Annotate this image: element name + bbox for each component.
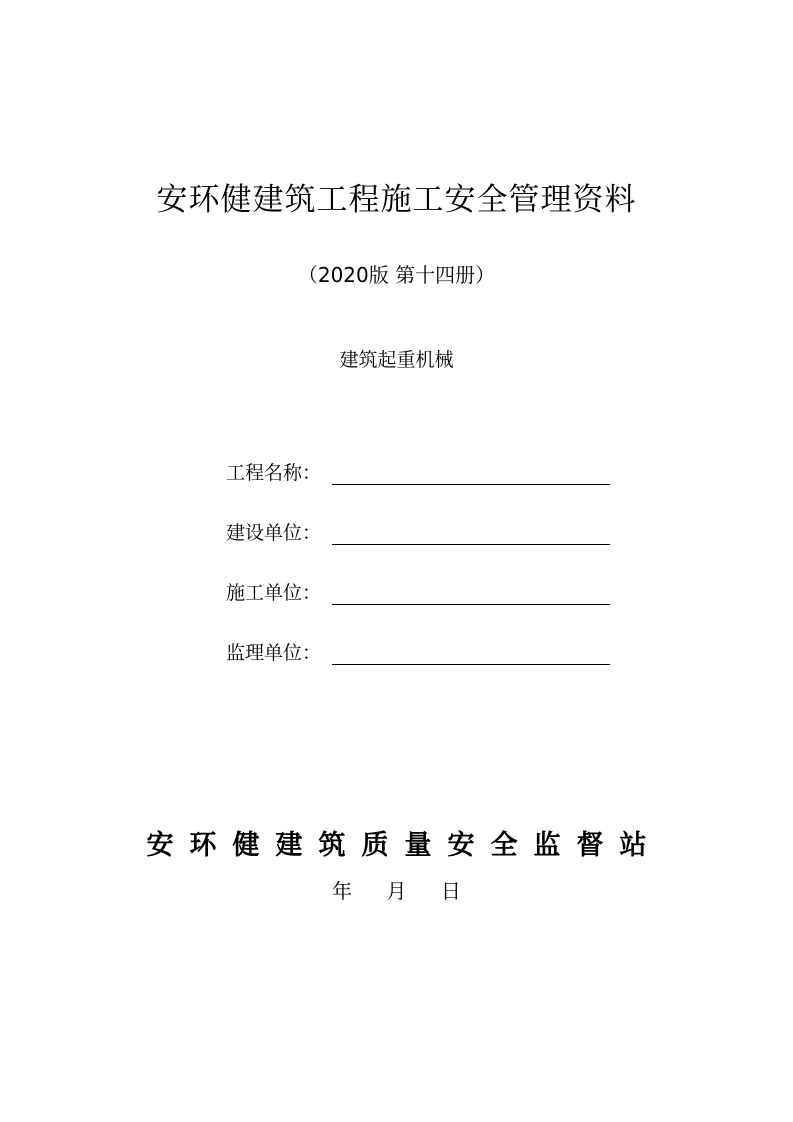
field-label: 施工单位： (226, 582, 322, 604)
date-month: 月 (386, 879, 407, 903)
date-year: 年 (332, 879, 353, 903)
field-construction-unit (226, 518, 616, 578)
document-title: 安环健建筑工程施工安全管理资料 (156, 182, 637, 218)
field-label: 工程名称： (226, 462, 322, 484)
field-label: 建设单位： (226, 522, 322, 544)
edition-label: （2020版 第十四册） (297, 263, 496, 287)
blank-underline (332, 664, 610, 665)
blank-underline (332, 544, 610, 545)
field-supervision-unit (226, 638, 616, 698)
blank-underline (332, 484, 610, 485)
issuing-station: 安环健建筑质量安全监督站 (146, 830, 663, 861)
date-day: 日 (440, 879, 461, 903)
blank-underline (332, 604, 610, 605)
info-fields (226, 458, 616, 698)
field-label: 监理单位： (226, 642, 322, 664)
volume-title: 建筑起重机械 (339, 349, 454, 371)
field-project-name (226, 458, 616, 518)
date-line (0, 876, 793, 906)
field-builder-unit (226, 578, 616, 638)
